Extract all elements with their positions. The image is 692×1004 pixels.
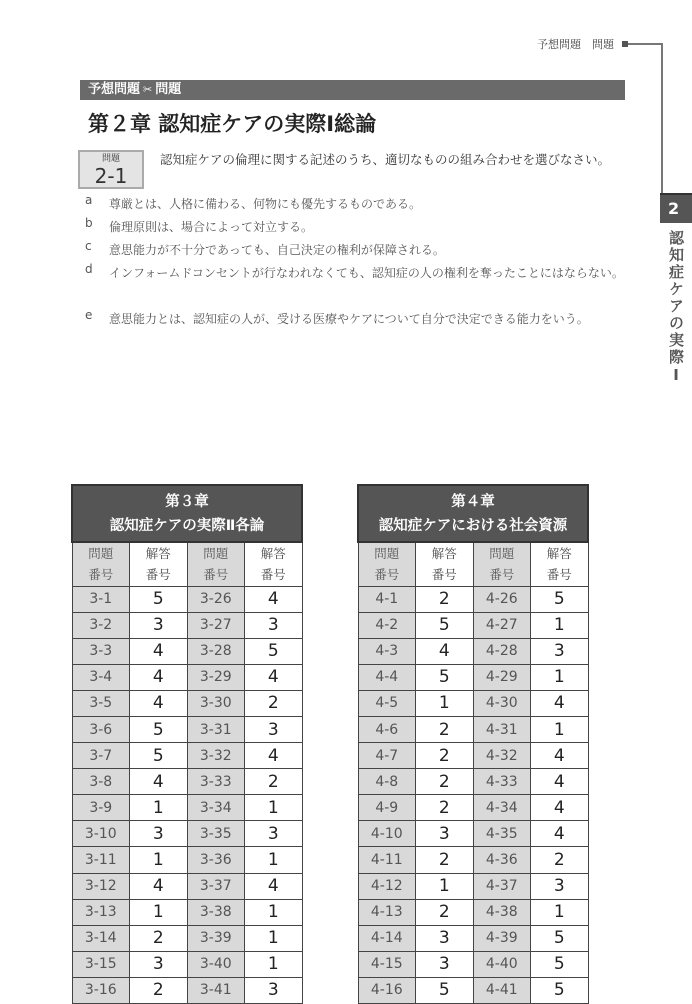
question-number-cell: 3-15 bbox=[72, 951, 130, 977]
answer-number: 2 bbox=[416, 769, 474, 795]
choice-item bbox=[85, 239, 629, 262]
question-number-cell: 3-39 bbox=[187, 925, 245, 951]
question-text: 認知症ケアの倫理に関する記述のうち、適切なものの組み合わせを選びなさい。 bbox=[160, 152, 611, 167]
table-row bbox=[358, 925, 588, 951]
question-number-cell: 3-13 bbox=[72, 899, 130, 925]
question-label: 問題 bbox=[101, 154, 120, 164]
section-bar bbox=[80, 80, 625, 100]
choice-key: b bbox=[85, 216, 93, 230]
choice-item bbox=[85, 193, 629, 216]
question-number-cell: 3-5 bbox=[72, 690, 130, 716]
table-title: 認知症ケアの実際Ⅱ各論 bbox=[109, 517, 265, 534]
question-number-cell: 4-35 bbox=[473, 821, 531, 847]
answer-number: 2 bbox=[416, 716, 474, 742]
question-number-cell: 3-29 bbox=[187, 664, 245, 690]
answer-number: 4 bbox=[130, 769, 188, 795]
question-number-cell: 4-3 bbox=[358, 638, 416, 664]
question-number-cell: 4-40 bbox=[473, 951, 531, 977]
answer-number: 2 bbox=[130, 925, 188, 951]
column-header: 解答 番号 bbox=[130, 542, 188, 586]
answer-number: 1 bbox=[130, 899, 188, 925]
question-number-cell: 4-36 bbox=[473, 847, 531, 873]
answer-number: 1 bbox=[416, 873, 474, 899]
question-number-cell: 3-26 bbox=[187, 586, 245, 612]
side-tab-text: 認知症ケアの実際Ⅰ bbox=[667, 230, 685, 386]
choice-item bbox=[85, 216, 629, 239]
table-row bbox=[72, 690, 302, 716]
question-number-cell: 3-6 bbox=[72, 716, 130, 742]
answer-number: 5 bbox=[416, 612, 474, 638]
table-row bbox=[72, 925, 302, 951]
answer-number: 1 bbox=[531, 612, 589, 638]
choice-key: e bbox=[85, 308, 93, 322]
question-number-cell: 4-34 bbox=[473, 795, 531, 821]
answer-number: 2 bbox=[416, 795, 474, 821]
answer-number: 2 bbox=[416, 899, 474, 925]
table-row bbox=[72, 743, 302, 769]
table-row bbox=[358, 664, 588, 690]
chapter-title: 第２章 認知症ケアの実際Ⅰ総論 bbox=[88, 112, 377, 136]
table-row bbox=[72, 795, 302, 821]
question-number-cell: 4-12 bbox=[358, 873, 416, 899]
scissors-icon: ✂ bbox=[143, 83, 153, 96]
answer-number: 4 bbox=[245, 743, 303, 769]
table-row bbox=[72, 847, 302, 873]
answer-number: 4 bbox=[130, 873, 188, 899]
table-row bbox=[358, 612, 588, 638]
table-row bbox=[72, 873, 302, 899]
table-row bbox=[72, 586, 302, 612]
answer-number: 3 bbox=[416, 925, 474, 951]
answer-number: 1 bbox=[130, 795, 188, 821]
choice-text: インフォームドコンセントが行なわれなくても、認知症の人の権利を奪ったことにはならない。 bbox=[109, 266, 624, 280]
answer-number: 1 bbox=[245, 899, 303, 925]
answer-table-chapter-3 bbox=[71, 484, 303, 1004]
table-row bbox=[358, 821, 588, 847]
column-header: 解答 番号 bbox=[245, 542, 303, 586]
table-header bbox=[358, 485, 588, 542]
column-header: 問題 番号 bbox=[358, 542, 416, 586]
column-header: 問題 番号 bbox=[72, 542, 130, 586]
table-row bbox=[72, 899, 302, 925]
answer-number: 4 bbox=[531, 795, 589, 821]
question-number-cell: 4-8 bbox=[358, 769, 416, 795]
question-number-cell: 4-15 bbox=[358, 951, 416, 977]
choice-item bbox=[85, 262, 629, 285]
table-row bbox=[358, 873, 588, 899]
question-number-cell: 3-9 bbox=[72, 795, 130, 821]
answer-number: 4 bbox=[531, 769, 589, 795]
question-number-cell: 4-6 bbox=[358, 716, 416, 742]
answer-number: 1 bbox=[245, 951, 303, 977]
table-row bbox=[72, 612, 302, 638]
table-row bbox=[358, 847, 588, 873]
question-number-cell: 4-39 bbox=[473, 925, 531, 951]
question-number: 2-1 bbox=[94, 164, 128, 188]
answer-number: 4 bbox=[130, 638, 188, 664]
answer-number: 3 bbox=[130, 612, 188, 638]
choice-text: 尊厳とは、人格に備わる、何物にも優先するものである。 bbox=[109, 197, 422, 211]
question-number-cell: 3-16 bbox=[72, 977, 130, 1003]
question-number-cell: 3-30 bbox=[187, 690, 245, 716]
answer-number: 3 bbox=[130, 821, 188, 847]
question-number-cell: 4-26 bbox=[473, 586, 531, 612]
choice-text: 意思能力とは、認知症の人が、受ける医療やケアについて自分で決定できる能力をいう。 bbox=[109, 312, 589, 326]
question-number-cell: 4-14 bbox=[358, 925, 416, 951]
answer-number: 2 bbox=[130, 977, 188, 1003]
question-number-cell: 4-41 bbox=[473, 977, 531, 1003]
divider bbox=[661, 43, 663, 195]
answer-number: 1 bbox=[245, 925, 303, 951]
answer-number: 3 bbox=[416, 951, 474, 977]
answer-number: 1 bbox=[416, 690, 474, 716]
table-row bbox=[358, 638, 588, 664]
answer-number: 4 bbox=[130, 664, 188, 690]
section-bar-left: 予想問題 bbox=[88, 82, 141, 97]
question-number-cell: 3-27 bbox=[187, 612, 245, 638]
question-number-cell: 4-5 bbox=[358, 690, 416, 716]
answer-number: 1 bbox=[531, 899, 589, 925]
question-number-cell: 3-37 bbox=[187, 873, 245, 899]
question-number-cell: 4-7 bbox=[358, 743, 416, 769]
answer-table-chapter-4 bbox=[357, 484, 589, 1004]
answer-number: 3 bbox=[416, 821, 474, 847]
answer-number: 1 bbox=[531, 664, 589, 690]
answer-number: 4 bbox=[245, 873, 303, 899]
table-row bbox=[358, 690, 588, 716]
section-bar-right: 問題 bbox=[155, 82, 182, 97]
question-number-cell: 4-29 bbox=[473, 664, 531, 690]
table-row bbox=[358, 951, 588, 977]
answer-number: 5 bbox=[130, 743, 188, 769]
question-number-cell: 4-38 bbox=[473, 899, 531, 925]
question-number-cell: 3-38 bbox=[187, 899, 245, 925]
question-number-cell: 3-12 bbox=[72, 873, 130, 899]
question-number-cell: 3-3 bbox=[72, 638, 130, 664]
question-number-cell: 3-32 bbox=[187, 743, 245, 769]
choice-text: 倫理原則は、場合によって対立する。 bbox=[109, 220, 314, 234]
answer-number: 1 bbox=[245, 847, 303, 873]
question-number-cell: 4-16 bbox=[358, 977, 416, 1003]
answer-number: 5 bbox=[130, 716, 188, 742]
question-number-cell: 3-41 bbox=[187, 977, 245, 1003]
table-title: 認知症ケアにおける社会資源 bbox=[378, 517, 568, 534]
running-head: 予想問題 問題 bbox=[537, 38, 614, 51]
question-number-cell: 3-8 bbox=[72, 769, 130, 795]
table-row bbox=[358, 743, 588, 769]
answer-number: 5 bbox=[531, 925, 589, 951]
answer-number: 2 bbox=[245, 769, 303, 795]
choice-key: d bbox=[85, 262, 93, 276]
question-number-cell: 3-34 bbox=[187, 795, 245, 821]
question-number-cell: 3-14 bbox=[72, 925, 130, 951]
question-number-cell: 4-28 bbox=[473, 638, 531, 664]
table-row bbox=[72, 951, 302, 977]
side-tab-number: 2 bbox=[660, 193, 692, 223]
table-row bbox=[358, 795, 588, 821]
answer-number: 2 bbox=[416, 586, 474, 612]
divider bbox=[628, 43, 663, 45]
question-number-cell: 4-10 bbox=[358, 821, 416, 847]
question-number-cell: 4-4 bbox=[358, 664, 416, 690]
table-row bbox=[358, 586, 588, 612]
table-header bbox=[72, 485, 302, 542]
question-number-cell: 4-13 bbox=[358, 899, 416, 925]
question-number-cell: 4-9 bbox=[358, 795, 416, 821]
question-number-cell: 3-40 bbox=[187, 951, 245, 977]
choice-item bbox=[85, 308, 629, 331]
column-header: 解答 番号 bbox=[416, 542, 474, 586]
choice-text: 意思能力が不十分であっても、自己決定の権利が保障される。 bbox=[109, 243, 445, 257]
answer-number: 1 bbox=[245, 795, 303, 821]
answer-number: 3 bbox=[245, 716, 303, 742]
answer-number: 4 bbox=[531, 690, 589, 716]
table-row bbox=[72, 821, 302, 847]
table-row bbox=[358, 716, 588, 742]
column-header: 問題 番号 bbox=[473, 542, 531, 586]
question-number-cell: 3-35 bbox=[187, 821, 245, 847]
question-number-cell: 3-1 bbox=[72, 586, 130, 612]
table-row bbox=[358, 899, 588, 925]
question-number-cell: 3-28 bbox=[187, 638, 245, 664]
answer-number: 5 bbox=[531, 586, 589, 612]
answer-number: 5 bbox=[416, 977, 474, 1003]
answer-number: 4 bbox=[531, 821, 589, 847]
column-header: 問題 番号 bbox=[187, 542, 245, 586]
answer-number: 3 bbox=[531, 638, 589, 664]
table-row bbox=[358, 769, 588, 795]
choice-key: c bbox=[85, 239, 92, 253]
answer-number: 4 bbox=[245, 664, 303, 690]
question-number-cell: 4-32 bbox=[473, 743, 531, 769]
answer-number: 2 bbox=[416, 743, 474, 769]
answer-number: 1 bbox=[531, 716, 589, 742]
question-number-cell: 3-33 bbox=[187, 769, 245, 795]
answer-number: 1 bbox=[130, 847, 188, 873]
question-number-cell: 3-36 bbox=[187, 847, 245, 873]
table-chapter: 第３章 bbox=[165, 493, 209, 510]
answer-number: 3 bbox=[245, 977, 303, 1003]
question-number-cell: 4-11 bbox=[358, 847, 416, 873]
column-header: 解答 番号 bbox=[531, 542, 589, 586]
question-number-cell: 3-10 bbox=[72, 821, 130, 847]
answer-number: 5 bbox=[531, 951, 589, 977]
question-number-cell: 3-4 bbox=[72, 664, 130, 690]
answer-number: 5 bbox=[130, 586, 188, 612]
answer-number: 2 bbox=[245, 690, 303, 716]
question-number-cell: 4-37 bbox=[473, 873, 531, 899]
answer-number: 4 bbox=[130, 690, 188, 716]
answer-number: 2 bbox=[531, 847, 589, 873]
table-row bbox=[72, 664, 302, 690]
question-number-box bbox=[78, 150, 144, 189]
table-row bbox=[72, 638, 302, 664]
answer-number: 4 bbox=[531, 743, 589, 769]
answer-number: 3 bbox=[245, 821, 303, 847]
answer-number: 5 bbox=[416, 664, 474, 690]
question-number-cell: 4-31 bbox=[473, 716, 531, 742]
question-number-cell: 4-30 bbox=[473, 690, 531, 716]
answer-number: 3 bbox=[130, 951, 188, 977]
question-number-cell: 4-27 bbox=[473, 612, 531, 638]
answer-number: 5 bbox=[245, 638, 303, 664]
question-number-cell: 3-11 bbox=[72, 847, 130, 873]
answer-number: 4 bbox=[416, 638, 474, 664]
choice-key: a bbox=[85, 193, 93, 207]
question-number-cell: 3-7 bbox=[72, 743, 130, 769]
table-row bbox=[72, 769, 302, 795]
question-number-cell: 4-2 bbox=[358, 612, 416, 638]
table-row bbox=[72, 716, 302, 742]
question-number-cell: 4-1 bbox=[358, 586, 416, 612]
answer-number: 3 bbox=[245, 612, 303, 638]
question-number-cell: 3-31 bbox=[187, 716, 245, 742]
table-chapter: 第４章 bbox=[451, 493, 495, 510]
answer-number: 4 bbox=[245, 586, 303, 612]
answer-number: 2 bbox=[416, 847, 474, 873]
answer-number: 3 bbox=[531, 873, 589, 899]
answer-number: 5 bbox=[531, 977, 589, 1003]
question-number-cell: 3-2 bbox=[72, 612, 130, 638]
question-number-cell: 4-33 bbox=[473, 769, 531, 795]
